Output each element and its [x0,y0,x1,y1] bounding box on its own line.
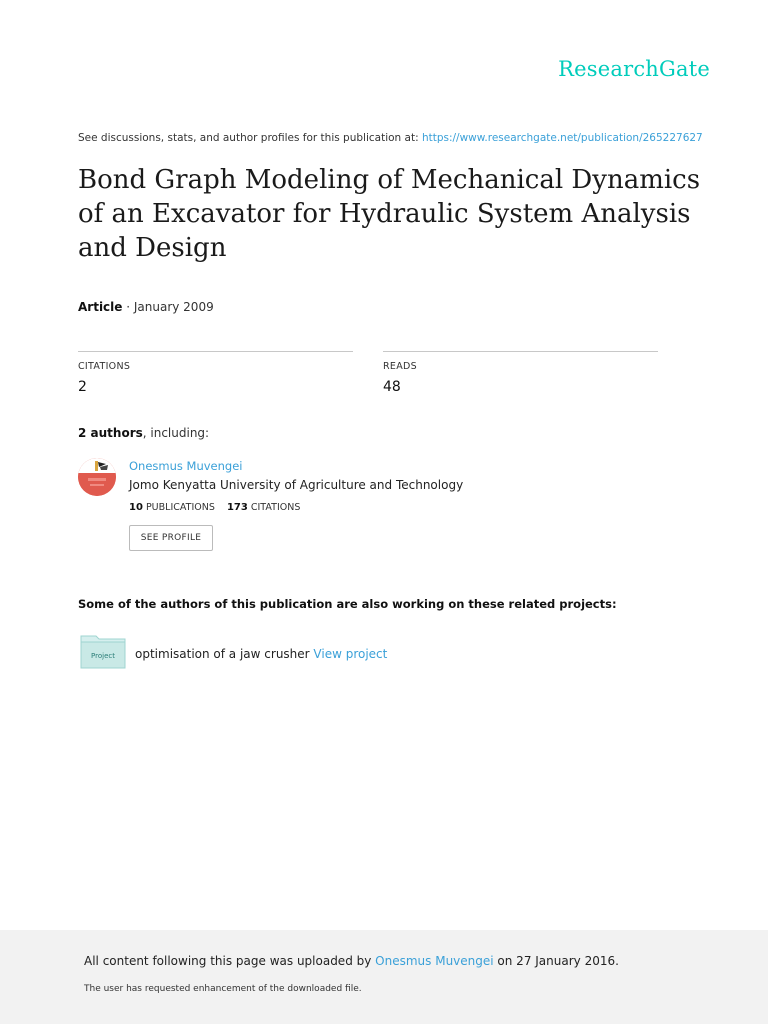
author-avatar[interactable] [78,458,116,496]
upload-suffix: on 27 January 2016. [493,954,619,968]
related-project [135,647,387,661]
title-line: of an Excavator for Hydraulic System Analysis [78,199,691,229]
publication-url-link[interactable]: https://www.researchgate.net/publication/265227627 [421,132,703,144]
reads-stat [383,351,658,395]
researchgate-logo[interactable]: ResearchGate [558,57,710,81]
title-line: and Design [78,233,227,263]
authors-count: 2 authors [78,426,143,440]
citations-stat [78,351,353,395]
project-title: optimisation of a jaw crusher [135,647,314,661]
citations-label: CITATIONS [78,361,131,372]
author-institution: Jomo Kenyatta University of Agriculture and Technology [129,478,464,492]
reads-label: READS [383,361,417,372]
author-publications-count: 10 [129,502,143,513]
discussion-prefix: See discussions, stats, and author profiles for this publication at: [78,132,422,144]
title-line: Bond Graph Modeling of Mechanical Dynamics [78,165,701,195]
reads-value: 48 [383,379,401,395]
publication-type: Article [78,300,123,314]
upload-footer [0,930,768,1024]
enhancement-note: The user has requested enhancement of the downloaded file. [84,984,362,994]
view-project-link[interactable]: View project [313,647,388,661]
project-folder-icon [80,633,126,669]
related-projects-heading: Some of the authors of this publication are also working on these related projects: [78,597,617,611]
author-stats [129,502,300,513]
avatar-image-icon [78,458,116,496]
publication-meta [78,300,214,314]
project-icon-label: Project [91,652,115,660]
publication-date: · January 2009 [122,300,214,314]
author-citations-label: CITATIONS [250,502,301,513]
citations-value: 2 [78,379,87,395]
authors-suffix: , including: [142,426,210,440]
upload-prefix: All content following this page was uploaded by [84,954,376,968]
publication-title [78,163,718,265]
discussion-line [78,132,703,144]
author-publications-label: PUBLICATIONS [145,502,215,513]
see-profile-button[interactable]: SEE PROFILE [129,525,213,551]
uploader-link[interactable]: Onesmus Muvengei [375,954,494,968]
upload-notice [84,954,619,968]
author-name-link[interactable]: Onesmus Muvengei [129,459,243,473]
authors-heading [78,426,209,440]
author-citations-count: 173 [226,502,248,513]
